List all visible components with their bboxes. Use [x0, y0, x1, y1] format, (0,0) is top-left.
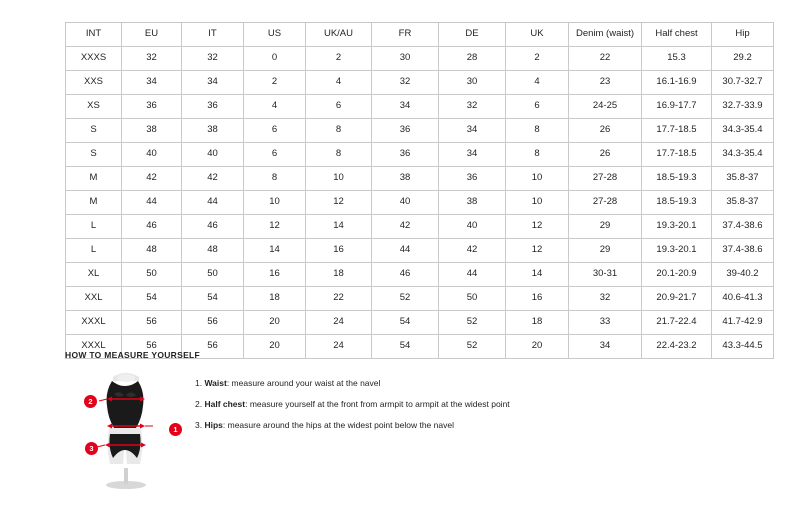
cell-hip: 43.3-44.5 [712, 335, 774, 359]
cell-denim-waist: 26 [569, 143, 642, 167]
note-number-2: 2. [195, 399, 203, 410]
table-row [66, 287, 774, 311]
table-body [66, 47, 774, 359]
cell-uk-au: 22 [306, 287, 372, 311]
note-term-half-chest: Half chest [204, 399, 246, 410]
cell-fr: 36 [372, 143, 439, 167]
cell-int: M [66, 191, 122, 215]
cell-int: XL [66, 263, 122, 287]
cell-half-chest: 15.3 [642, 47, 712, 71]
cell-uk-au: 16 [306, 239, 372, 263]
cell-hip: 34.3-35.4 [712, 143, 774, 167]
column-header-half-chest: Half chest [642, 23, 712, 47]
cell-us: 16 [244, 263, 306, 287]
cell-us: 0 [244, 47, 306, 71]
cell-us: 12 [244, 215, 306, 239]
column-header-int: INT [66, 23, 122, 47]
cell-it: 38 [182, 119, 244, 143]
table-row [66, 311, 774, 335]
cell-it: 46 [182, 215, 244, 239]
cell-half-chest: 16.1-16.9 [642, 71, 712, 95]
cell-uk-au: 4 [306, 71, 372, 95]
cell-denim-waist: 30-31 [569, 263, 642, 287]
cell-int: XXL [66, 287, 122, 311]
cell-denim-waist: 33 [569, 311, 642, 335]
cell-uk: 4 [506, 71, 569, 95]
cell-uk-au: 24 [306, 311, 372, 335]
cell-fr: 34 [372, 95, 439, 119]
column-header-uk: UK [506, 23, 569, 47]
table-row [66, 263, 774, 287]
cell-hip: 40.6-41.3 [712, 287, 774, 311]
column-header-denim-waist: Denim (waist) [569, 23, 642, 47]
note-text-half-chest: : measure yourself at the front from armpit to armpit at the widest point [245, 399, 510, 410]
note-term-hips: Hips [204, 420, 223, 431]
cell-half-chest: 19.3-20.1 [642, 239, 712, 263]
cell-uk: 8 [506, 143, 569, 167]
table-row [66, 191, 774, 215]
cell-int: XXS [66, 71, 122, 95]
table-row [66, 47, 774, 71]
cell-de: 30 [439, 71, 506, 95]
note-number-3: 3. [195, 420, 203, 431]
cell-int: M [66, 167, 122, 191]
cell-it: 40 [182, 143, 244, 167]
cell-us: 14 [244, 239, 306, 263]
cell-de: 38 [439, 191, 506, 215]
cell-half-chest: 22.4-23.2 [642, 335, 712, 359]
column-header-uk-au: UK/AU [306, 23, 372, 47]
cell-denim-waist: 26 [569, 119, 642, 143]
cell-eu: 38 [122, 119, 182, 143]
cell-half-chest: 18.5-19.3 [642, 191, 712, 215]
cell-eu: 56 [122, 335, 182, 359]
cell-it: 34 [182, 71, 244, 95]
cell-half-chest: 20.1-20.9 [642, 263, 712, 287]
cell-uk-au: 18 [306, 263, 372, 287]
cell-it: 44 [182, 191, 244, 215]
cell-uk: 18 [506, 311, 569, 335]
cell-uk: 16 [506, 287, 569, 311]
cell-fr: 30 [372, 47, 439, 71]
cell-fr: 32 [372, 71, 439, 95]
cell-it: 56 [182, 311, 244, 335]
table-row [66, 215, 774, 239]
cell-denim-waist: 29 [569, 239, 642, 263]
cell-hip: 34.3-35.4 [712, 119, 774, 143]
cell-hip: 35.8-37 [712, 167, 774, 191]
cell-hip: 41.7-42.9 [712, 311, 774, 335]
table-row [66, 239, 774, 263]
cell-int: XXXL [66, 311, 122, 335]
mannequin-svg [83, 368, 169, 490]
cell-de: 52 [439, 311, 506, 335]
table-row [66, 119, 774, 143]
cell-denim-waist: 32 [569, 287, 642, 311]
cell-hip: 37.4-38.6 [712, 239, 774, 263]
cell-uk: 2 [506, 47, 569, 71]
cell-us: 6 [244, 143, 306, 167]
measurement-note-waist [195, 378, 510, 388]
cell-fr: 46 [372, 263, 439, 287]
cell-uk-au: 6 [306, 95, 372, 119]
measurement-notes [185, 368, 510, 442]
cell-half-chest: 17.7-18.5 [642, 119, 712, 143]
cell-denim-waist: 27-28 [569, 191, 642, 215]
cell-denim-waist: 23 [569, 71, 642, 95]
note-text-hips: : measure around the hips at the widest point below the navel [222, 420, 454, 431]
table-row [66, 167, 774, 191]
cell-denim-waist: 34 [569, 335, 642, 359]
cell-uk-au: 14 [306, 215, 372, 239]
table-header-row [66, 23, 774, 47]
cell-de: 52 [439, 335, 506, 359]
cell-eu: 54 [122, 287, 182, 311]
cell-de: 28 [439, 47, 506, 71]
cell-hip: 30.7-32.7 [712, 71, 774, 95]
cell-uk: 20 [506, 335, 569, 359]
measurement-badge-3: 3 [85, 442, 98, 455]
cell-eu: 32 [122, 47, 182, 71]
how-to-measure-title: HOW TO MEASURE YOURSELF [65, 350, 201, 360]
cell-de: 42 [439, 239, 506, 263]
cell-it: 42 [182, 167, 244, 191]
how-to-measure-body [65, 368, 733, 493]
cell-uk-au: 24 [306, 335, 372, 359]
cell-denim-waist: 29 [569, 215, 642, 239]
cell-half-chest: 18.5-19.3 [642, 167, 712, 191]
cell-eu: 40 [122, 143, 182, 167]
cell-uk-au: 12 [306, 191, 372, 215]
cell-us: 20 [244, 335, 306, 359]
cell-fr: 54 [372, 335, 439, 359]
cell-hip: 37.4-38.6 [712, 215, 774, 239]
cell-de: 32 [439, 95, 506, 119]
cell-hip: 39-40.2 [712, 263, 774, 287]
table-row [66, 143, 774, 167]
cell-half-chest: 21.7-22.4 [642, 311, 712, 335]
cell-denim-waist: 27-28 [569, 167, 642, 191]
measurement-badge-1: 1 [169, 423, 182, 436]
cell-uk: 6 [506, 95, 569, 119]
cell-de: 36 [439, 167, 506, 191]
cell-uk: 10 [506, 191, 569, 215]
cell-eu: 56 [122, 311, 182, 335]
cell-fr: 44 [372, 239, 439, 263]
size-chart-container [65, 22, 763, 359]
cell-fr: 40 [372, 191, 439, 215]
cell-it: 50 [182, 263, 244, 287]
measurement-figure-container [65, 368, 185, 493]
cell-eu: 50 [122, 263, 182, 287]
measurement-badge-2: 2 [84, 395, 97, 408]
note-text-waist: : measure around your waist at the navel [226, 378, 381, 388]
cell-eu: 42 [122, 167, 182, 191]
cell-hip: 35.8-37 [712, 191, 774, 215]
cell-fr: 54 [372, 311, 439, 335]
cell-fr: 36 [372, 119, 439, 143]
how-to-measure-section [65, 350, 733, 493]
cell-denim-waist: 24-25 [569, 95, 642, 119]
cell-de: 34 [439, 143, 506, 167]
cell-uk-au: 8 [306, 143, 372, 167]
column-header-hip: Hip [712, 23, 774, 47]
cell-eu: 44 [122, 191, 182, 215]
cell-hip: 29.2 [712, 47, 774, 71]
cell-hip: 32.7-33.9 [712, 95, 774, 119]
cell-de: 40 [439, 215, 506, 239]
cell-it: 48 [182, 239, 244, 263]
cell-int: L [66, 239, 122, 263]
cell-int: L [66, 215, 122, 239]
cell-half-chest: 17.7-18.5 [642, 143, 712, 167]
cell-fr: 38 [372, 167, 439, 191]
cell-uk: 14 [506, 263, 569, 287]
cell-int: S [66, 143, 122, 167]
cell-uk-au: 2 [306, 47, 372, 71]
cell-uk: 8 [506, 119, 569, 143]
cell-it: 56 [182, 335, 244, 359]
cell-int: XXXL [66, 335, 122, 359]
cell-us: 8 [244, 167, 306, 191]
table-row [66, 95, 774, 119]
column-header-de: DE [439, 23, 506, 47]
cell-uk: 10 [506, 167, 569, 191]
cell-int: S [66, 119, 122, 143]
cell-fr: 52 [372, 287, 439, 311]
cell-uk: 12 [506, 215, 569, 239]
cell-it: 32 [182, 47, 244, 71]
cell-us: 2 [244, 71, 306, 95]
cell-int: XS [66, 95, 122, 119]
cell-de: 34 [439, 119, 506, 143]
cell-de: 50 [439, 287, 506, 311]
mannequin-illustration [83, 368, 178, 490]
cell-us: 10 [244, 191, 306, 215]
cell-us: 18 [244, 287, 306, 311]
cell-us: 6 [244, 119, 306, 143]
cell-fr: 42 [372, 215, 439, 239]
column-header-it: IT [182, 23, 244, 47]
measurement-note-hips [195, 420, 510, 430]
cell-it: 36 [182, 95, 244, 119]
column-header-us: US [244, 23, 306, 47]
cell-eu: 46 [122, 215, 182, 239]
cell-half-chest: 19.3-20.1 [642, 215, 712, 239]
cell-half-chest: 16.9-17.7 [642, 95, 712, 119]
cell-denim-waist: 22 [569, 47, 642, 71]
cell-uk-au: 10 [306, 167, 372, 191]
table-row [66, 71, 774, 95]
measurement-note-half-chest [195, 399, 510, 409]
cell-int: XXXS [66, 47, 122, 71]
cell-eu: 34 [122, 71, 182, 95]
note-number-1: 1. [195, 378, 203, 388]
cell-us: 20 [244, 311, 306, 335]
column-header-eu: EU [122, 23, 182, 47]
size-chart-table [65, 22, 774, 359]
cell-us: 4 [244, 95, 306, 119]
column-header-fr: FR [372, 23, 439, 47]
cell-de: 44 [439, 263, 506, 287]
cell-eu: 48 [122, 239, 182, 263]
cell-uk-au: 8 [306, 119, 372, 143]
cell-half-chest: 20.9-21.7 [642, 287, 712, 311]
cell-it: 54 [182, 287, 244, 311]
cell-eu: 36 [122, 95, 182, 119]
cell-uk: 12 [506, 239, 569, 263]
note-term-waist: Waist [204, 378, 227, 388]
